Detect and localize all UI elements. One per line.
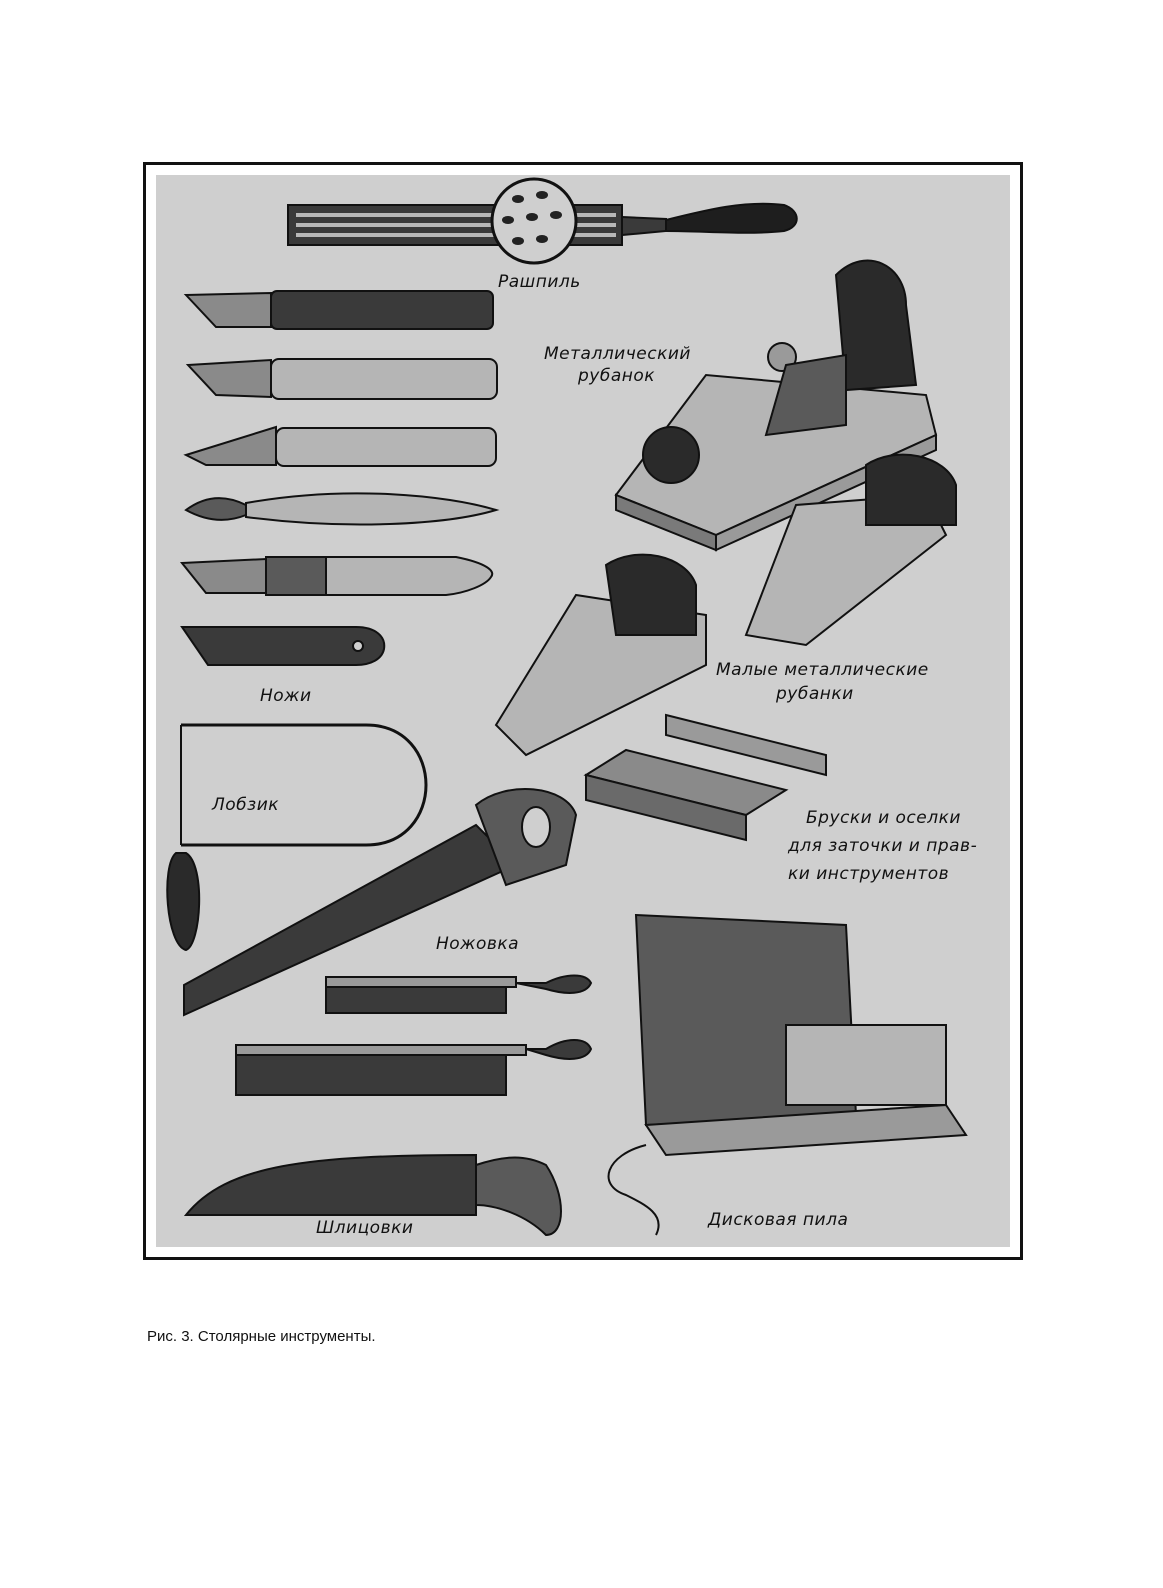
circular-saw-illustration — [609, 915, 966, 1235]
tools-illustration — [146, 165, 1026, 1263]
whetstones-illustration — [586, 715, 826, 840]
label-whetstones-line1: Бруски и оселки — [806, 808, 961, 828]
label-whetstones-line3: ки инструментов — [788, 864, 950, 884]
label-small-planes-line1: Малые металлические — [716, 660, 929, 680]
label-knives: Ножи — [260, 686, 312, 706]
knives-illustration — [182, 291, 497, 665]
label-metal-plane-line1: Металлический — [544, 344, 691, 364]
label-fretsaw: Лобзик — [212, 795, 280, 815]
label-rasp: Рашпиль — [498, 272, 581, 292]
label-circular-saw: Дисковая пила — [708, 1210, 849, 1230]
label-whetstones-line2: для заточки и прав- — [788, 836, 978, 856]
label-small-planes-line2: рубанки — [776, 684, 854, 704]
rasp-illustration — [288, 179, 797, 263]
label-backsaws: Шлицовки — [316, 1218, 414, 1238]
label-metal-plane-line2: рубанок — [578, 366, 656, 386]
figure-caption: Рис. 3. Столярные инструменты. — [147, 1328, 376, 1345]
figure-plate — [143, 162, 1023, 1260]
label-handsaw: Ножовка — [436, 934, 520, 954]
backsaws-illustration — [186, 976, 591, 1236]
